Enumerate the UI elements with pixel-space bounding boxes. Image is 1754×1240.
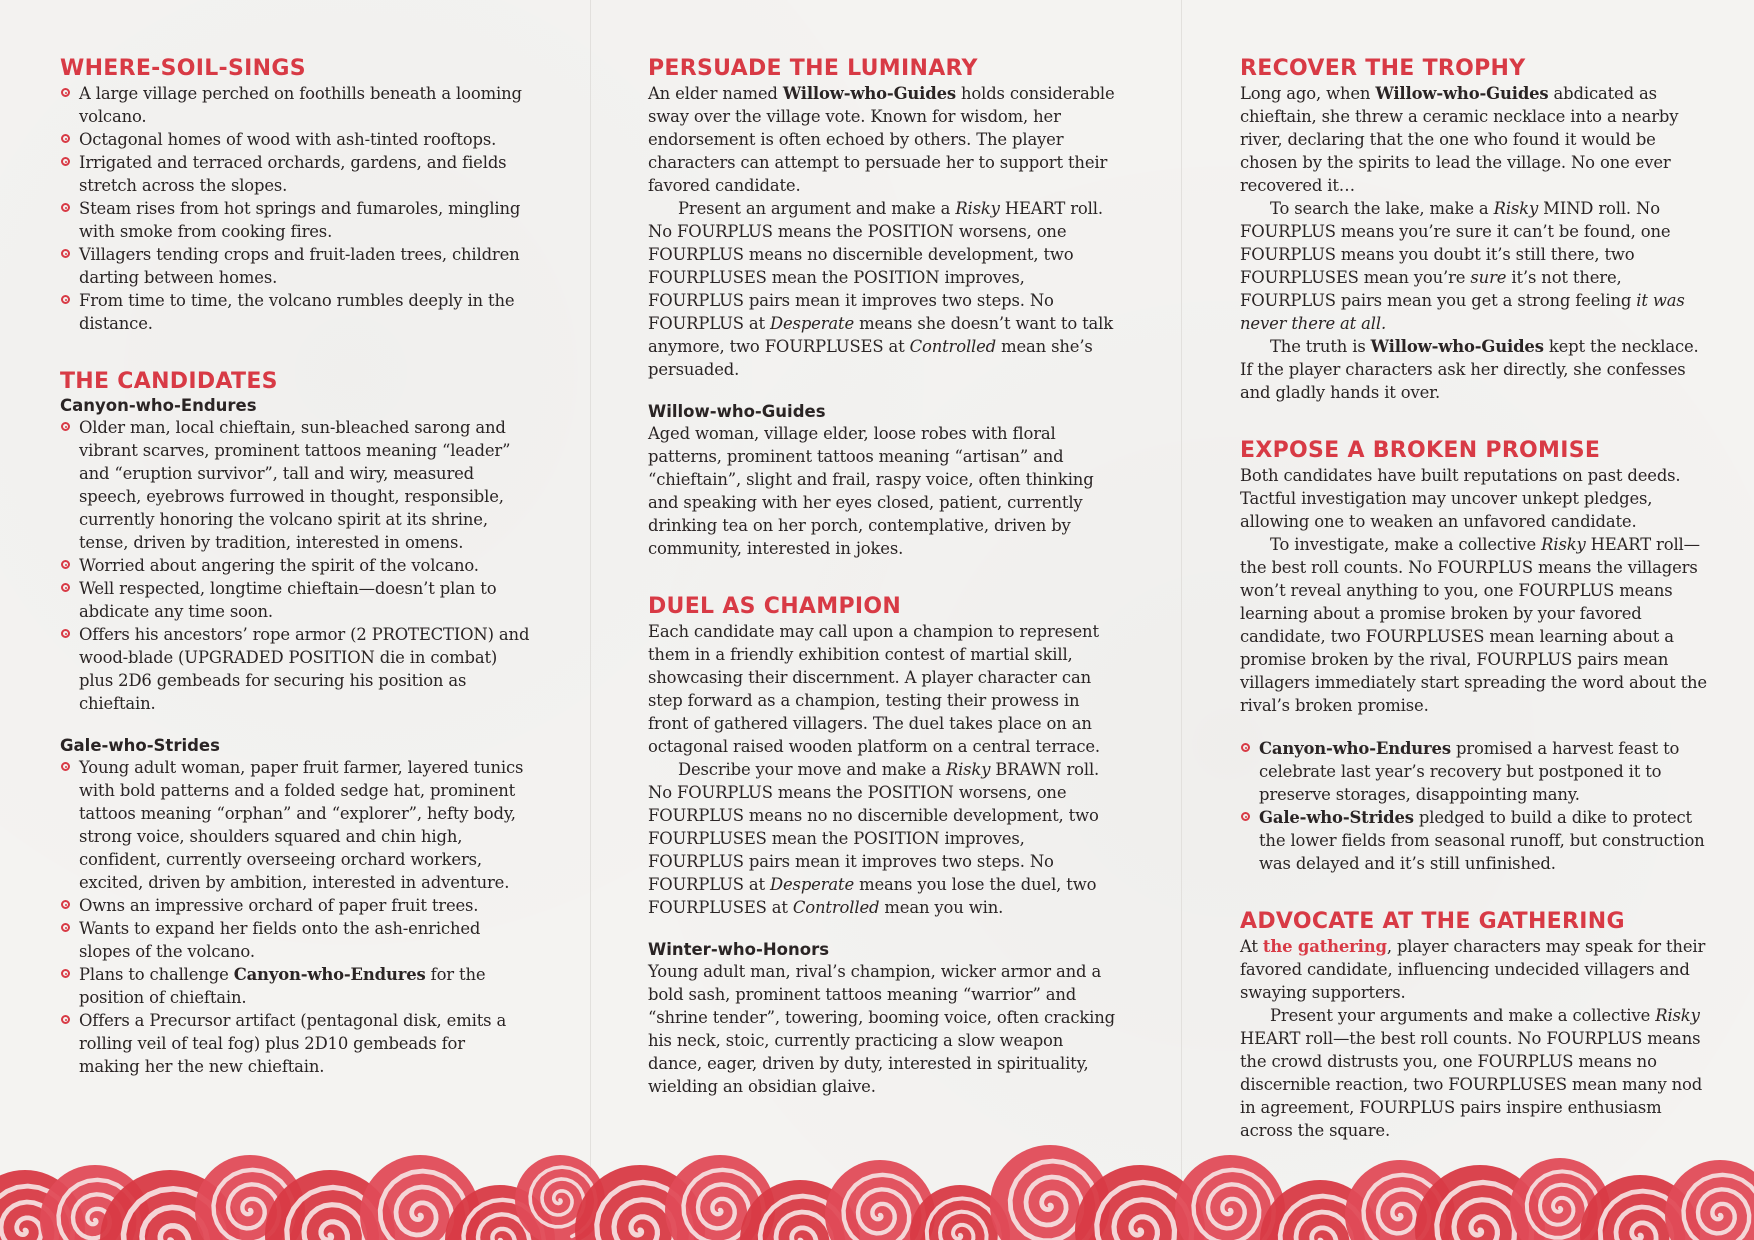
village-features-list [60, 82, 530, 335]
gathering-link[interactable]: the gathering [1262, 937, 1387, 956]
list-item: Plans to challenge Canyon-who-Endures for the position of chieftain. [60, 963, 530, 1009]
list-item: Well respected, longtime chieftain—doesn’t plan to abdicate any time soon. [60, 577, 530, 623]
right-column [1240, 56, 1710, 1142]
gale-traits-list [60, 756, 530, 1078]
list-item: Gale-who-Strides pledged to build a dike to protect the lower fields from seasonal runoff, but construction was delayed and it’s still unfinished. [1240, 806, 1710, 875]
list-item: Owns an impressive orchard of paper fruit trees. [60, 894, 530, 917]
section-title-promise: EXPOSE A BROKEN PROMISE [1240, 438, 1601, 463]
duel-intro: Each candidate may call upon a champion to represent them in a friendly exhibition contest of martial skill, showcasing their discernment. A player character can step forward as a champion, testing their prowess in front of gathered villagers. The duel takes place on an octagonal raised wooden platform on a central terrace. [648, 622, 1100, 756]
list-item: Wants to expand her fields onto the ash-enriched slopes of the volcano. [60, 917, 530, 963]
spiral-bullet-icon [61, 583, 70, 592]
section-title-advocate: ADVOCATE AT THE GATHERING [1240, 909, 1625, 934]
list-item: Young adult woman, paper fruit farmer, layered tunics with bold patterns and a folded sedge hat, prominent tattoos meaning “orphan” and “explorer”, hefty body, strong voice, shoulders squared and chin high, confident, currently overseeing orchard workers, excited, driven by ambition, interested in adventure. [60, 756, 530, 894]
spiral-bullet-icon [61, 157, 70, 166]
spiral-bullet-icon [61, 762, 70, 771]
npc-name-gale: Gale-who-Strides [60, 736, 220, 755]
list-item: Steam rises from hot springs and fumaroles, mingling with smoke from cooking fires. [60, 197, 530, 243]
section-title-persuade: PERSUADE THE LUMINARY [648, 56, 978, 81]
persuade-rules: Present an argument and make a Risky HEART roll. No FOURPLUS means the POSITION worsens, one FOURPLUS means no discernible development, two FOURPLUSES mean the POSITION improves, FOURPLUS pairs mean it improves two steps. No FOURPLUS at Desperate means she doesn’t want to talk anymore, two FOURPLUSES at Controlled mean she’s persuaded. [648, 199, 1114, 379]
willow-description: Aged woman, village elder, loose robes with floral patterns, prominent tattoos meaning “artisan” and “chieftain”, slight and frail, raspy voice, often thinking and speaking with her eyes closed, patient, currently drinking tea on her porch, contemplative, driven by community, interested in jokes. [648, 424, 1094, 558]
trophy-truth: The truth is Willow-who-Guides kept the necklace. If the player characters ask her directly, she confesses and gladly hands it over. [1240, 337, 1699, 402]
spiral-bullet-icon [61, 249, 70, 258]
list-item: Canyon-who-Endures promised a harvest feast to celebrate last year’s recovery but postponed it to preserve storages, disappointing many. [1240, 737, 1710, 806]
section-title-candidates: THE CANDIDATES [60, 369, 278, 394]
npc-name-willow: Willow-who-Guides [648, 402, 826, 421]
list-item: Octagonal homes of wood with ash-tinted rooftops. [60, 128, 530, 151]
list-item: Offers a Precursor artifact (pentagonal disk, emits a rolling veil of teal fog) plus 2D10 gembeads for making her the new chieftain. [60, 1009, 530, 1078]
advocate-rules: Present your arguments and make a collective Risky HEART roll—the best roll counts. No FOURPLUS means the crowd distrusts you, one FOURPLUS means no discernible reaction, two FOURPLUSES mean many nod in agreement, FOURPLUS pairs inspire enthusiasm across the square. [1240, 1006, 1703, 1140]
npc-name-winter: Winter-who-Honors [648, 940, 830, 959]
promise-rules: To investigate, make a collective Risky HEART roll—the best roll counts. No FOURPLUS means the villagers won’t reveal anything to you, one FOURPLUS means learning about a promise broken by your favored candidate, two FOURPLUSES mean learning about a promise broken by the rival, FOURPLUS pairs mean villagers immediately start spreading the word about the rival’s broken promise. [1240, 535, 1707, 715]
fold-line-right [1181, 0, 1182, 1240]
spiral-bullet-icon [61, 1015, 70, 1024]
section-title-trophy: RECOVER THE TROPHY [1240, 56, 1526, 81]
spiral-bullet-icon [61, 88, 70, 97]
list-item: Older man, local chieftain, sun-bleached sarong and vibrant scarves, prominent tattoos meaning “leader” and “eruption survivor”, tall and wiry, measured speech, eyebrows furrowed in thought, responsible, currently honoring the volcano spirit at its shrine, tense, driven by tradition, interested in omens. [60, 416, 530, 554]
broken-promises-list [1240, 737, 1710, 875]
spiral-bullet-icon [61, 969, 70, 978]
spiral-bullet-icon [61, 923, 70, 932]
list-item: Villagers tending crops and fruit-laden trees, children darting between homes. [60, 243, 530, 289]
list-item: A large village perched on foothills beneath a looming volcano. [60, 82, 530, 128]
list-item: From time to time, the volcano rumbles deeply in the distance. [60, 289, 530, 335]
section-title-where-soil-sings: WHERE-SOIL-SINGS [60, 56, 306, 81]
list-item: Irrigated and terraced orchards, gardens, and fields stretch across the slopes. [60, 151, 530, 197]
spiral-bullet-icon [61, 560, 70, 569]
spiral-bullet-icon [1241, 812, 1250, 821]
spiral-bullet-icon [61, 629, 70, 638]
spiral-bullet-icon [61, 900, 70, 909]
winter-description: Young adult man, rival’s champion, wicker armor and a bold sash, prominent tattoos meaning “warrior” and “shrine tender”, towering, booming voice, often cracking his neck, stoic, currently practicing a slow weapon dance, eager, driven by duty, interested in spirituality, wielding an obsidian glaive. [648, 962, 1116, 1096]
spiral-bullet-icon [1241, 743, 1250, 752]
promise-intro: Both candidates have built reputations on past deeds. Tactful investigation may uncover unkept pledges, allowing one to weaken an unfavored candidate. [1240, 466, 1681, 531]
spiral-bullet-icon [61, 134, 70, 143]
list-item: Offers his ancestors’ rope armor (2 PROTECTION) and wood-blade (UPGRADED POSITION die in combat) plus 2D6 gembeads for securing his position as chieftain. [60, 623, 530, 715]
fold-line-left [590, 0, 591, 1240]
left-column [60, 56, 530, 1078]
trophy-rules: To search the lake, make a Risky MIND roll. No FOURPLUS means you’re sure it can’t be found, one FOURPLUS means you doubt it’s still there, two FOURPLUSES mean you’re sure it’s not there, FOURPLUS pairs mean you get a strong feeling it was never there at all. [1240, 199, 1685, 333]
list-item: Worried about angering the spirit of the volcano. [60, 554, 530, 577]
spiral-bullet-icon [61, 295, 70, 304]
middle-column [648, 56, 1118, 1098]
spiral-bullet-icon [61, 203, 70, 212]
npc-name-canyon: Canyon-who-Endures [60, 396, 257, 415]
section-title-duel: DUEL AS CHAMPION [648, 594, 902, 619]
persuade-intro: An elder named Willow-who-Guides holds considerable sway over the village vote. Known for wisdom, her endorsement is often echoed by others. The player characters can attempt to persuade her to support their favored candidate. [648, 84, 1115, 195]
spiral-bullet-icon [61, 422, 70, 431]
trophy-intro: Long ago, when Willow-who-Guides abdicated as chieftain, she threw a ceramic necklace into a nearby river, declaring that the one who found it would be chosen by the spirits to lead the village. No one ever recovered it… [1240, 84, 1679, 195]
canyon-traits-list [60, 416, 530, 715]
duel-rules: Describe your move and make a Risky BRAWN roll. No FOURPLUS means the POSITION worsens, one FOURPLUS means no no discernible development, two FOURPLUSES mean the POSITION improves, FOURPLUS pairs mean it improves two steps. No FOURPLUS at Desperate means you lose the duel, two FOURPLUSES at Controlled mean you win. [648, 760, 1100, 917]
spiral-wave-border [0, 1090, 1754, 1240]
advocate-intro: At the gathering, player characters may speak for their favored candidate, influencing undecided villagers and swaying supporters. [1240, 937, 1706, 1002]
